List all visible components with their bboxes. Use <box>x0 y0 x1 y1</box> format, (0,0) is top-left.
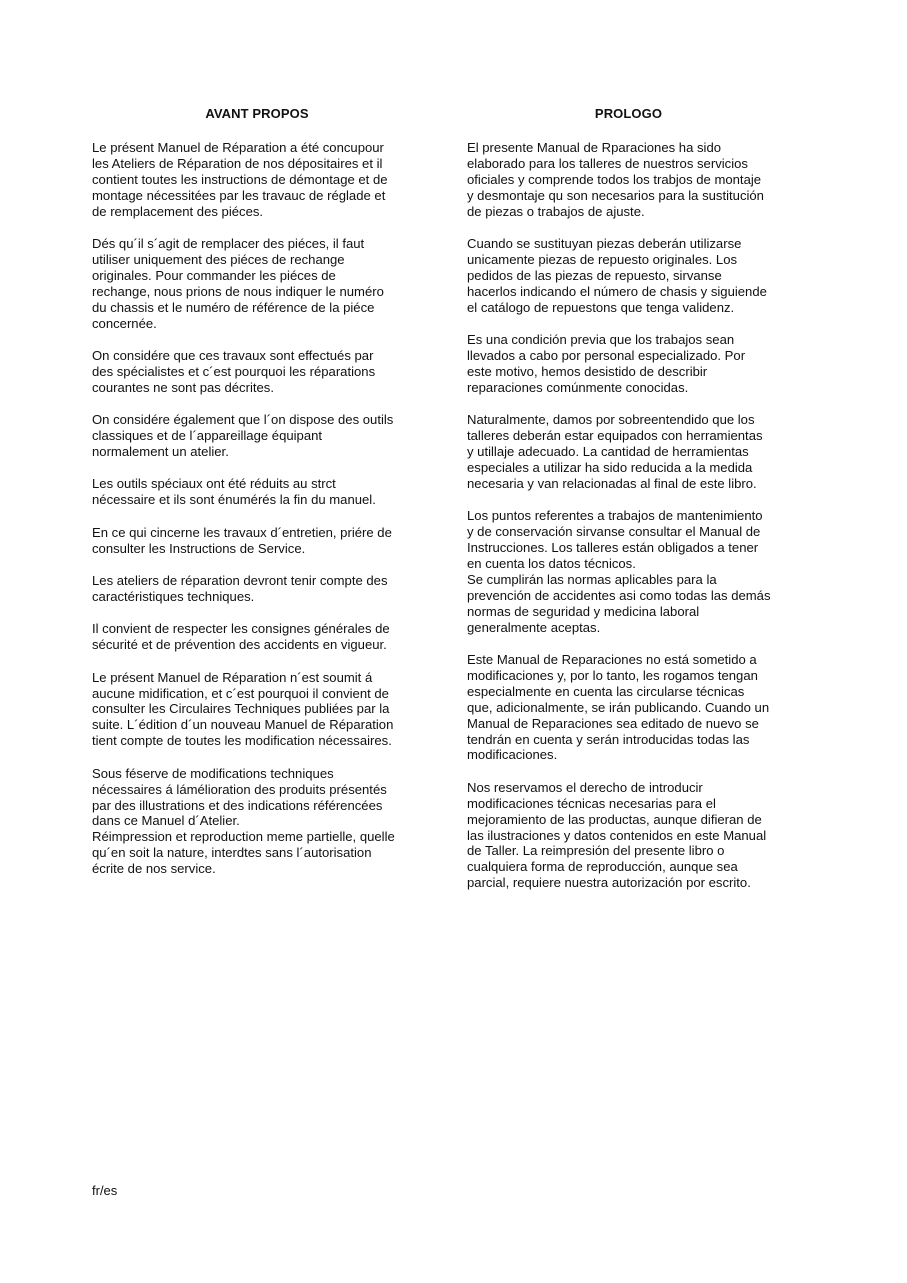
spanish-title: PROLOGO <box>594 106 663 121</box>
french-paragraph-1: Le présent Manuel de Réparation a été concupour les Ateliers de Réparation de nos dépositaires et il contient toutes les instructions de démontage et de montage nécessitées par les travauc de réglade et de remplacement des piéces. <box>92 140 388 219</box>
spanish-paragraph-1: El presente Manual de Rparaciones ha sido elaborado para los talleres de nuestros servicios oficiales y comprende todos los trabjos de montaje y desmontaje qu son necesarios para la sustitución de piezas o trabajos de ajuste. <box>467 140 764 219</box>
spanish-paragraph-4: Naturalmente, damos por sobreentendido que los talleres deberán estar equipados con herramientas y utillaje adecuado. La cantidad de herramientas especiales a utilizar ha sido reducida a la medida necesaria y van relacionadas al final de este libro. <box>467 412 763 491</box>
french-column <box>92 106 422 894</box>
spanish-paragraph-8: Nos reservamos el derecho de introducir modificaciones técnicas necesarias para el mejoramiento de las productas, aunque difieran de las ilustraciones y datos contenidos en este Manual de Taller. La reimpresión del presente libro o cualquiera forma de reproducción, aunque sea parcial, requiere nuestra autorización por escrito. <box>467 779 767 891</box>
french-title: AVANT PROPOS <box>205 106 309 121</box>
french-paragraph-10: Sous féserve de modifications techniques nécessaires á lámélioration des produits présentés par des illustrations et des indications référencées dans ce Manuel d´Atelier. <box>92 765 387 829</box>
spanish-paragraph-5: Los puntos referentes a trabajos de mantenimiento y de conservación sirvanse consultar el Manual de Instrucciones. Los talleres están obligados a tener en cuenta los datos técnicos. <box>467 508 763 571</box>
spanish-paragraph-7: Este Manual de Reparaciones no está sometido a modificaciones y, por lo tanto, les rogamos tengan especialmente en cuenta las circularse técnicas que, adicionalmente, se irán publicando. Cuando un Manual de Reparaciones sea editado de nuevo se tendrán en cuenta y serán introducidas todas las modificaciones. <box>467 651 770 763</box>
french-paragraph-8: Il convient de respecter les consignes générales de sécurité et de prévention des accidents en vigueur. <box>92 621 390 653</box>
spanish-paragraph-3: Es una condición previa que los trabajos sean llevados a cabo por personal especializado. Por este motivo, hemos desistido de describir reparaciones comúnmente conocidas. <box>467 332 746 395</box>
french-paragraph-2: Dés qu´il s´agit de remplacer des piéces, il faut utiliser uniquement des piéces de rechange originales. Pour commander les piéces de rechange, nous prions de nous indiquer le numéro du chassis et le numéro de référence de la piéce concernée. <box>92 236 384 331</box>
spanish-paragraph-2: Cuando se sustituyan piezas deberán utilizarse unicamente piezas de repuesto originales. Los pedidos de las piezas de repuesto, sirvanse hacerlos indicando el número de chasis y siguiende el catálogo de repuestons que tenga validenz. <box>467 236 767 315</box>
french-paragraph-4: On considére également que l´on dispose des outils classiques et de l´appareillage équipant normalement un atelier. <box>92 412 394 459</box>
language-code-footer: fr/es <box>92 1183 118 1198</box>
spanish-paragraph-6: Se cumplirán las normas aplicables para la prevención de accidentes asi como todas las demás normas de seguridad y medicina laboral generalmente aceptas. <box>467 571 771 635</box>
french-paragraph-7: Les ateliers de réparation devront tenir compte des caractéristiques techniques. <box>92 573 388 604</box>
french-paragraph-11: Réimpression et reproduction meme partielle, quelle qu´en soit la nature, interdtes sans l´autorisation écrite de nos service. <box>92 829 395 877</box>
french-paragraph-3: On considére que ces travaux sont effectués par des spécialistes et c´est pourquoi les réparations courantes ne sont pas décrites. <box>92 347 376 395</box>
spanish-column <box>467 106 790 908</box>
french-paragraph-9: Le présent Manuel de Réparation n´est soumit á aucune midification, et c´est pourquoi il convient de consulter les Circulaires Techniques publiées par la suite. L´édition d´un nouveau Manuel de Réparation tient compte de toutes les modification nécessaires. <box>92 669 394 749</box>
french-paragraph-5: Les outils spéciaux ont été réduits au strct nécessaire et ils sont énumérés la fin du manuel. <box>92 476 376 508</box>
french-paragraph-6: En ce qui cincerne les travaux d´entretien, priére de consulter les Instructions de Service. <box>92 524 392 556</box>
